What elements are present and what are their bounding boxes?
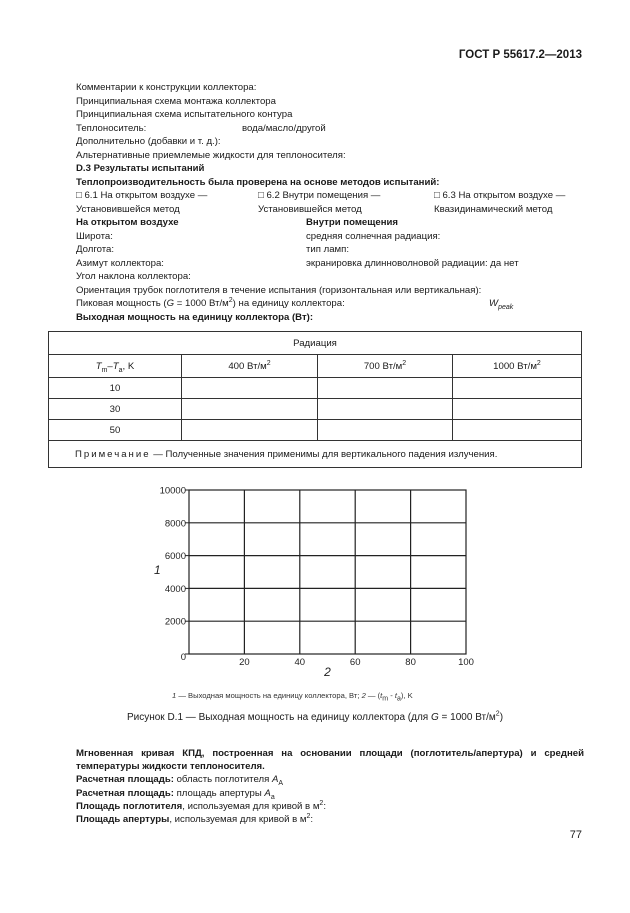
note-text: — Полученные значения применимы для вертикального падения излучения. — [150, 448, 498, 460]
table-header-row — [49, 355, 582, 378]
temp-diff-header: $T_m-T_a$, K — [49, 355, 182, 378]
latitude-row — [76, 230, 586, 244]
row-temp-cell: 10 — [49, 378, 182, 399]
output-title: Выходная мощность на единицу коллектора (Вт): — [76, 311, 314, 323]
lamp-type-label: тип ламп: — [306, 244, 350, 255]
method-3-checkbox-label: □ 6.3 На открытом воздухе — — [434, 190, 566, 201]
note-label: Примечание — [75, 448, 151, 460]
method-1-name: Установившейся метод — [76, 203, 180, 215]
outdoor-title: На открытом воздухе — [76, 217, 179, 228]
efficiency-section — [76, 747, 584, 826]
col-header-1000: 1000 $Вт/м^2$ — [453, 355, 582, 378]
table-note-row — [49, 441, 582, 468]
calc-area-aperture-line: Расчетная площадь: площадь апертуры $A_a$ — [76, 787, 275, 801]
chart-legend: 1 — Выходная мощность на единицу коллектора, Вт; 2 — $(t_m - t_a)$, K — [172, 691, 413, 703]
longitude-label: Долгота: — [76, 244, 115, 255]
mount-scheme-line: Принципиальная схема монтажа коллектора — [76, 95, 276, 107]
x-tick-label: 20 — [239, 657, 250, 668]
longwave-screen-label: экранировка длинноволновой радиации: да нет — [306, 257, 519, 269]
table-row — [49, 399, 582, 420]
table-cell — [453, 420, 582, 441]
method-3-name: Квазидинамический метод — [434, 203, 553, 215]
x-tick-label: 80 — [405, 657, 416, 668]
latitude-label: Широта: — [76, 230, 113, 242]
table-group-header-row — [49, 332, 582, 355]
alt-fluids-line: Альтернативные приемлемые жидкости для теплоносителя: — [76, 149, 346, 161]
tilt-line: Угол наклона коллектора: — [76, 271, 191, 282]
comments-line: Комментарии к конструкции коллектора: — [76, 82, 257, 93]
table-row — [49, 420, 582, 441]
fluid-line — [76, 122, 586, 136]
fluid-label: Теплоноситель: — [76, 122, 147, 134]
table-cell — [182, 399, 318, 420]
longitude-row — [76, 243, 586, 257]
radiation-header: Радиация — [49, 332, 582, 355]
method-2-name: Установившейся метод — [258, 203, 362, 215]
y-tick-label: 4000 — [164, 583, 186, 595]
methods-title: Теплопроизводительность была проверена на основе методов испытаний: — [76, 176, 440, 188]
row-temp-cell: 50 — [49, 420, 182, 441]
y-axis-marker: 1 — [154, 563, 161, 577]
aperture-area-line: Площадь апертуры, используемая для кривой в $м^2$: — [76, 812, 314, 826]
y-tick-label: 6000 — [164, 551, 186, 563]
table-cell — [453, 399, 582, 420]
peak-power-line: Пиковая мощность (G = 1000 $Вт/м^2$) на единицу коллектора: $W_{peak}$ — [76, 296, 514, 311]
table-cell — [182, 378, 318, 399]
x-axis-marker: 2 — [324, 665, 331, 678]
col-header-700: 700 $Вт/м^2$ — [318, 355, 453, 378]
section-title: D.3 Результаты испытаний — [76, 163, 205, 174]
x-tick-label: 60 — [349, 657, 361, 668]
absorber-area-line: Площадь поглотителя, используемая для кривой в $м^2$: — [76, 799, 326, 812]
indoor-title: Внутри помещения — [306, 217, 398, 228]
table-cell — [318, 420, 453, 441]
x-tick-label: 100 — [458, 657, 474, 668]
calc-area-absorber-line: Расчетная площадь: область поглотителя $A_A$ — [76, 774, 284, 788]
fluid-value: вода/масло/другой — [242, 122, 326, 134]
method-2-checkbox-label: □ 6.2 Внутри помещения — — [258, 190, 381, 201]
results-table — [48, 331, 582, 468]
table-cell — [182, 420, 318, 441]
row-temp-cell: 30 — [49, 399, 182, 420]
method-1-checkbox-label: □ 6.1 На открытом воздухе — — [76, 190, 208, 201]
y-tick-label: 2000 — [164, 616, 186, 628]
table-cell — [318, 378, 453, 399]
plot-frame — [189, 490, 466, 654]
col-header-400: 400 $Вт/м^2$ — [182, 355, 318, 378]
figure-caption: Рисунок D.1 — Выходная мощность на единицу коллектора (для G = 1000 $Вт/м^2$) — [126, 710, 504, 723]
table-cell — [318, 399, 453, 420]
output-power-chart — [140, 478, 480, 678]
table-cell — [453, 378, 582, 399]
y-tick-label: 10000 — [159, 485, 186, 497]
methods-row-1 — [76, 189, 586, 203]
azimuth-row — [76, 257, 586, 271]
tube-orientation-line: Ориентация трубок поглотителя в течение испытания (горизонтальная или вертикальная): — [76, 284, 482, 296]
w-peak-symbol: $W_{peak}$ — [489, 298, 514, 311]
y-tick-label: 0 — [180, 652, 186, 663]
efficiency-curve-text: Мгновенная кривая КПД, построенная на основании площади (поглотитель/апертура) и средней температуры жидкости теплоносителя. — [76, 748, 584, 773]
conditions-titles — [76, 216, 586, 230]
azimuth-label: Азимут коллектора: — [76, 257, 164, 269]
methods-row-2 — [76, 203, 586, 217]
table-row — [49, 378, 582, 399]
x-tick-label: 40 — [294, 657, 306, 668]
form-section — [76, 81, 586, 324]
page-number: 77 — [569, 829, 582, 841]
test-circuit-line: Принципиальная схема испытательного контура — [76, 109, 293, 120]
table-note — [49, 441, 582, 468]
document-id: ГОСТ Р 55617.2—2013 — [458, 49, 582, 61]
avg-irradiance-label: средняя солнечная радиация: — [306, 230, 441, 242]
additionally-line: Дополнительно (добавки и т. д.): — [76, 136, 221, 147]
y-tick-label: 8000 — [164, 518, 186, 530]
